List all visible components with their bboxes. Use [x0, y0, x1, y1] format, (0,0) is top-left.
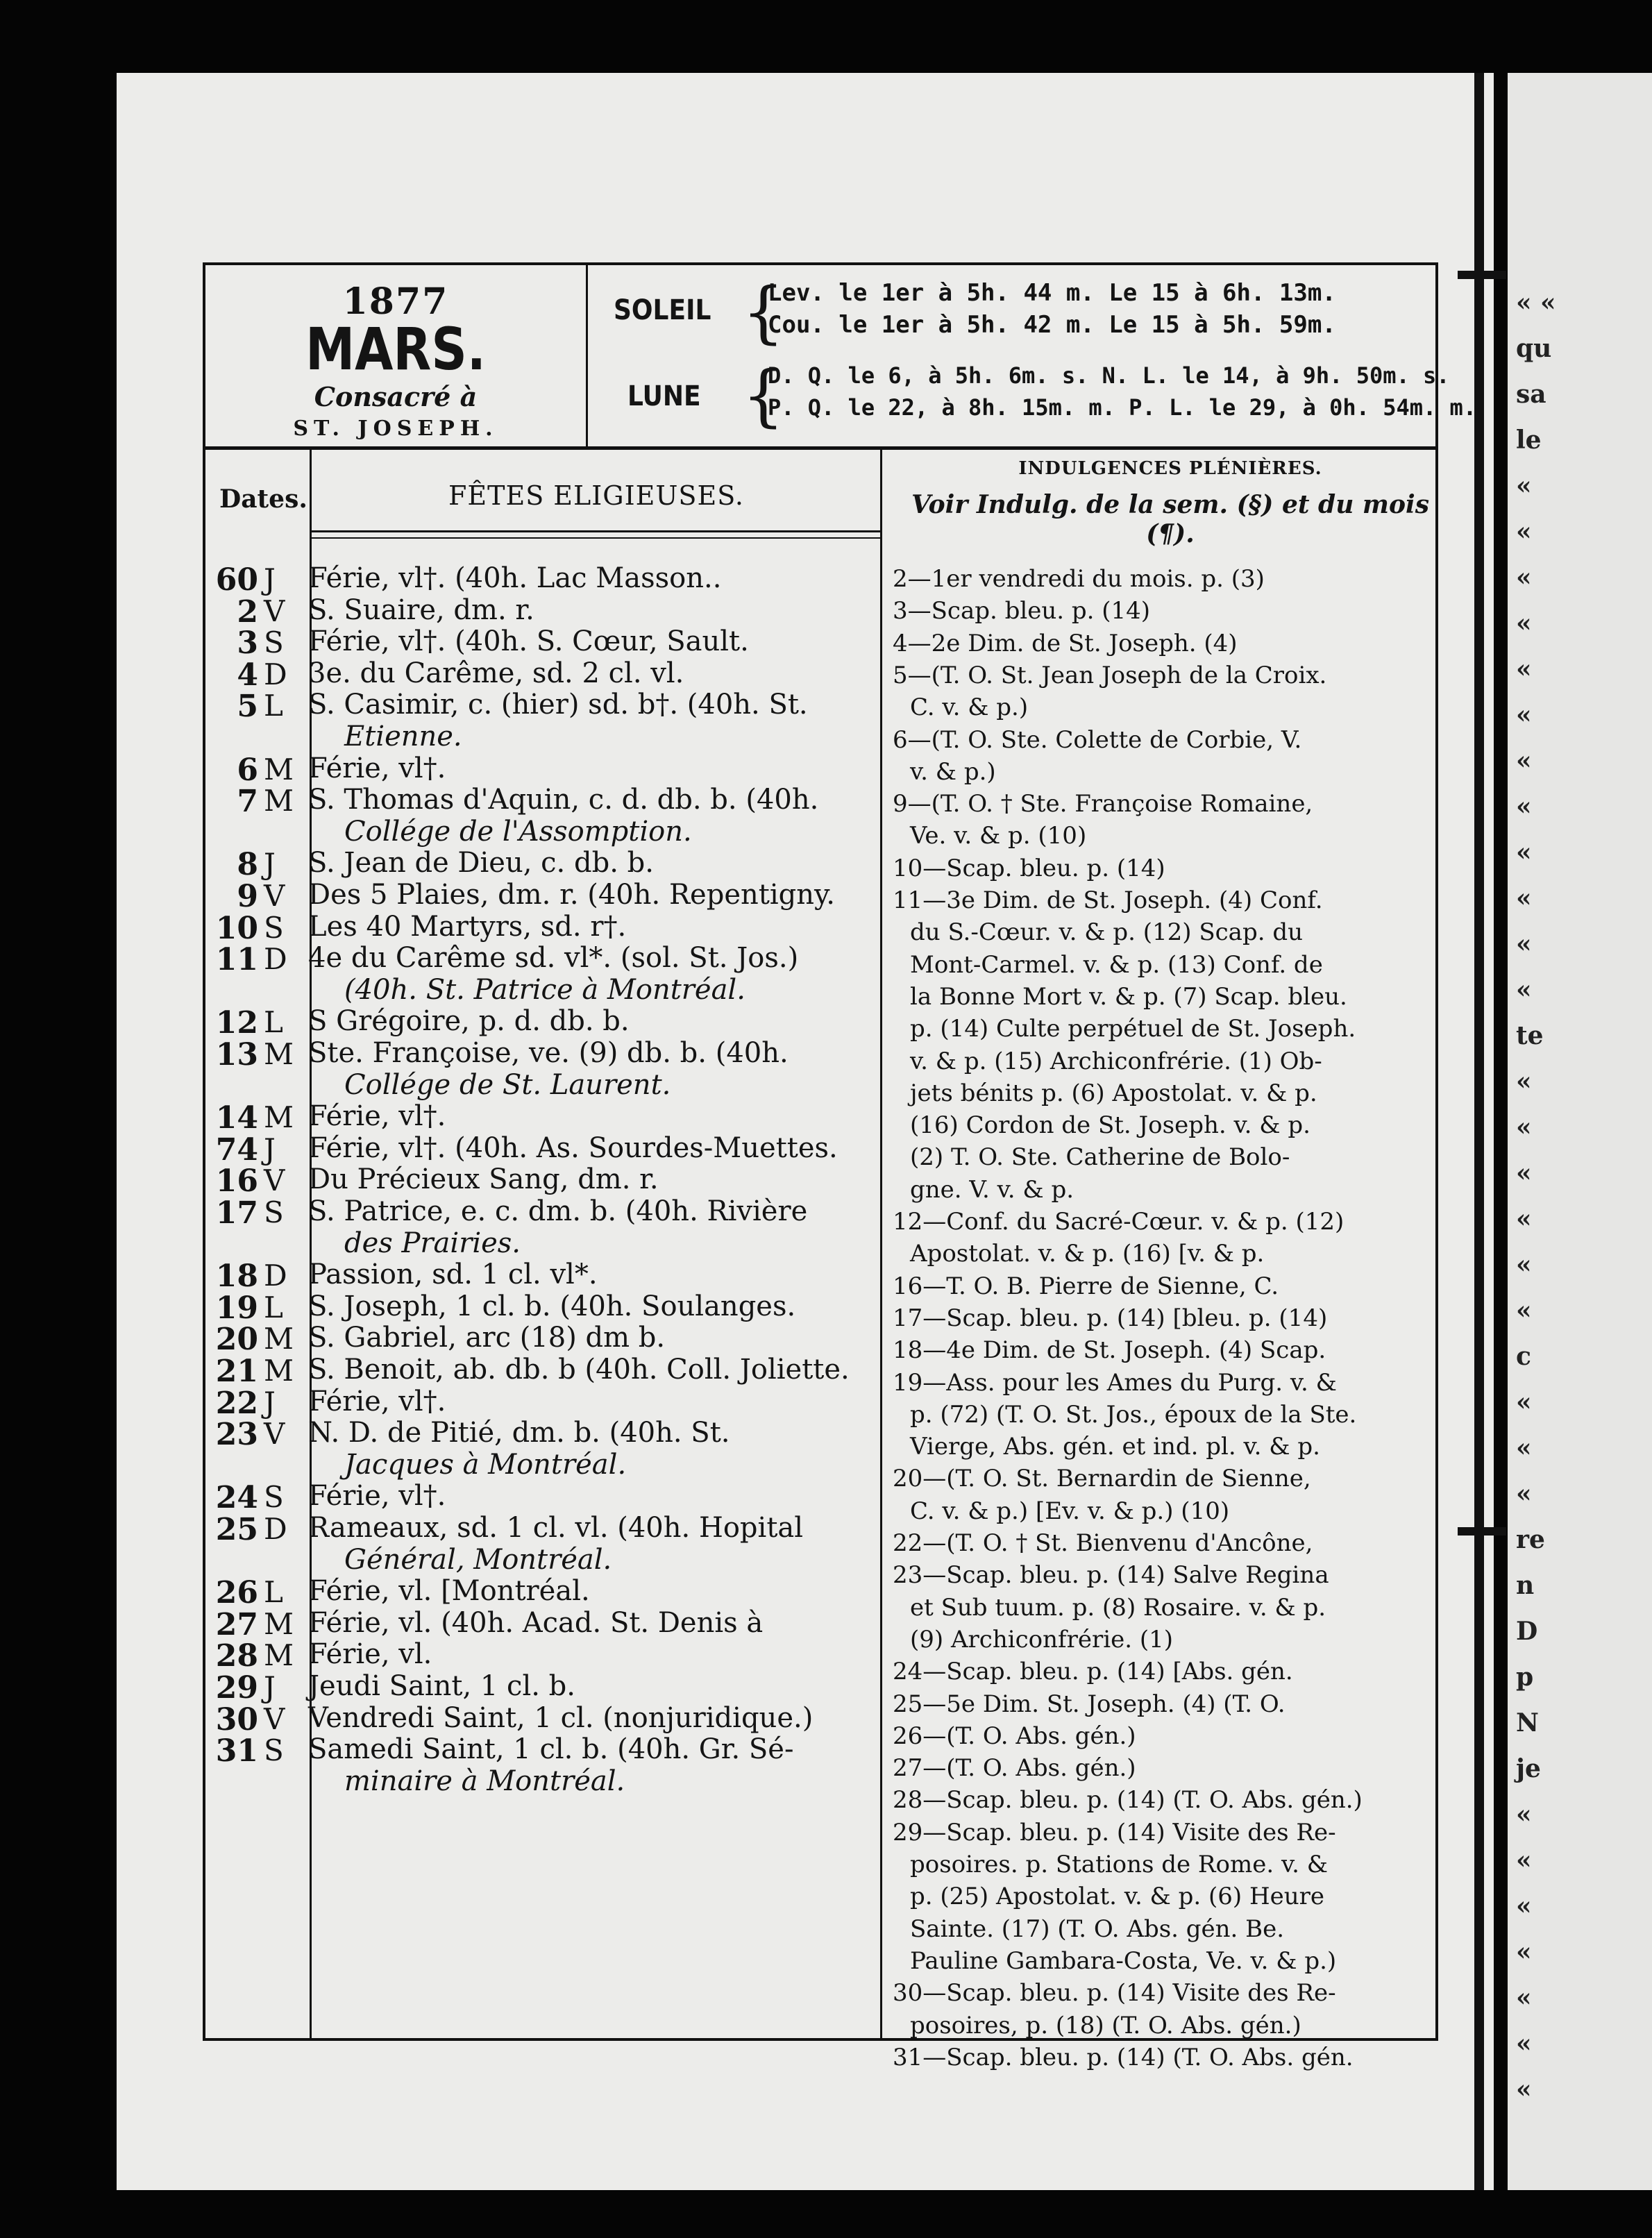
day-letter: J — [264, 1131, 276, 1166]
day-number: 4 — [237, 657, 258, 693]
indulgence-line: v. & p. (15) Archiconfrérie. (1) Ob- — [910, 1047, 1322, 1075]
soleil-brace: { — [742, 274, 785, 351]
day-number: 13 — [215, 1037, 258, 1072]
adjacent-page-fragment: « — [1516, 884, 1532, 913]
indulgence-line: Apostolat. v. & p. (16) [v. & p. — [910, 1240, 1265, 1268]
calendar-frame — [203, 262, 1477, 2071]
rule-fetes — [880, 450, 882, 2038]
adjacent-page-fragment: « — [1516, 1250, 1532, 1279]
astro-block — [586, 265, 1477, 446]
day-letter: S — [264, 1195, 284, 1229]
feast-entry-line: N. D. de Pitié, dm. b. (40h. St. — [308, 1417, 730, 1449]
day-letter: S — [264, 1480, 284, 1515]
adjacent-page-fragment: « — [1516, 700, 1532, 730]
indulgence-line: (16) Cordon de St. Joseph. v. & p. — [910, 1111, 1310, 1140]
month-title-block — [205, 265, 588, 446]
adjacent-page-fragment: « — [1516, 1433, 1532, 1463]
lune-line-2: P. Q. le 22, à 8h. 15m. m. P. L. le 29, à 0h. 54m. m. — [768, 394, 1477, 421]
day-number: 12 — [215, 1005, 258, 1041]
day-letter: J — [264, 1670, 276, 1704]
indulgence-line: 16—T. O. B. Pierre de Sienne, C. — [893, 1272, 1279, 1300]
feast-entry-line: Férie, vl. — [308, 1638, 432, 1671]
adjacent-page-fragment: « — [1516, 838, 1532, 867]
day-letter: V — [264, 1701, 285, 1736]
adjacent-page-fragment: qu — [1516, 334, 1552, 363]
day-number: 22 — [215, 1385, 258, 1421]
header-voir: Voir Indulg. de la sem. (§) et du mois (¶). — [911, 490, 1429, 548]
indulgence-line: Ve. v. & p. (10) — [910, 822, 1087, 850]
adjacent-page-fragment: « — [1516, 1113, 1532, 1142]
indulgence-line: 11—3e Dim. de St. Joseph. (4) Conf. — [893, 886, 1323, 914]
feast-entry-line: Collége de l'Assomption. — [344, 815, 692, 848]
adjacent-page-edge — [1508, 73, 1652, 2190]
day-letter: M — [264, 1100, 294, 1135]
adjacent-page-fragment: « — [1516, 1892, 1532, 1921]
header-indulgences: INDULGENCES PLÉNIÈRES. — [1018, 458, 1322, 479]
fetes-head-rule-2 — [310, 537, 880, 539]
indulgence-line: 4—2e Dim. de St. Joseph. (4) — [893, 629, 1238, 657]
feast-entry-line: S Grégoire, p. d. db. b. — [308, 1005, 630, 1038]
indulgence-line: 3—Scap. bleu. p. (14) — [893, 597, 1151, 625]
day-letter: D — [264, 1512, 287, 1546]
patron-saint: ST. JOSEPH. — [293, 417, 498, 441]
indulgence-line: jets bénits p. (6) Apostolat. v. & p. — [910, 1079, 1317, 1107]
soleil-line-2: Cou. le 1er à 5h. 42 m. Le 15 à 5h. 59m. — [768, 311, 1336, 339]
gutter-mark-bottom — [1458, 1527, 1506, 1536]
feast-entry-line: Jeudi Saint, 1 cl. b. — [308, 1670, 575, 1702]
feast-entry-line: Férie, vl. (40h. Acad. St. Denis à — [308, 1606, 764, 1639]
indulgence-line: 29—Scap. bleu. p. (14) Visite des Re- — [893, 1818, 1336, 1846]
day-letter: M — [264, 1638, 294, 1673]
indulgence-line: 9—(T. O. † Ste. Françoise Romaine, — [893, 790, 1313, 818]
adjacent-page-fragment: « — [1516, 1800, 1532, 1829]
day-letter: L — [264, 689, 283, 723]
day-letter: J — [264, 562, 276, 596]
adjacent-page-fragment: « — [1516, 2075, 1532, 2104]
year: 1877 — [342, 280, 449, 323]
day-number: 28 — [215, 1638, 258, 1674]
soleil-line-1: Lev. le 1er à 5h. 44 m. Le 15 à 6h. 13m. — [768, 279, 1336, 307]
adjacent-page-fragment: N — [1516, 1708, 1539, 1738]
adjacent-page-fragment: c — [1516, 1342, 1531, 1371]
indulgence-line: 19—Ass. pour les Ames du Purg. v. & — [893, 1368, 1337, 1397]
day-number: 5 — [237, 689, 258, 725]
header-dates: Dates. — [219, 485, 307, 514]
day-letter: M — [264, 784, 294, 818]
feast-entry-line: Férie, vl†. — [308, 1480, 446, 1513]
feast-entry-line: Férie, vl†. — [308, 1385, 446, 1417]
day-number: 11 — [215, 942, 258, 978]
feast-entry-line: Collége de St. Laurent. — [344, 1068, 671, 1101]
day-number: 7 — [237, 784, 258, 820]
adjacent-page-fragment: « — [1516, 2029, 1532, 2058]
day-number: 2 — [237, 594, 258, 630]
lune-brace: { — [742, 357, 785, 435]
day-number: 17 — [215, 1195, 258, 1231]
feast-entry-line: Férie, vl. [Montréal. — [308, 1575, 590, 1608]
adjacent-page-fragment: « — [1516, 1846, 1532, 1875]
fetes-head-rule — [310, 530, 880, 532]
feast-entry-line: S. Casimir, c. (hier) sd. b†. (40h. St. — [308, 689, 808, 721]
lune-line-1: D. Q. le 6, à 5h. 6m. s. N. L. le 14, à 9h. 50m. s. — [768, 362, 1450, 389]
feast-entry-line: (40h. St. Patrice à Montréal. — [344, 973, 745, 1006]
indulgence-line: 31—Scap. bleu. p. (14) (T. O. Abs. gén. — [893, 2043, 1354, 2071]
day-letter: L — [264, 1290, 283, 1324]
day-letter: S — [264, 625, 284, 660]
feast-entry-line: Férie, vl†. (40h. S. Cœur, Sault. — [308, 625, 749, 658]
indulgence-line: 25—5e Dim. St. Joseph. (4) (T. O. — [893, 1690, 1286, 1718]
indulgence-line: 5—(T. O. St. Jean Joseph de la Croix. — [893, 661, 1327, 689]
adjacent-page-fragment: « — [1516, 1937, 1532, 1967]
page-gutter-line — [1474, 73, 1484, 2190]
day-number: 23 — [215, 1417, 258, 1453]
day-number: 26 — [215, 1575, 258, 1611]
indulgence-line: 6—(T. O. Ste. Colette de Corbie, V. — [893, 725, 1302, 754]
day-number: 3 — [237, 625, 258, 662]
day-number: 20 — [215, 1322, 258, 1358]
indulgence-line: posoires, p. (18) (T. O. Abs. gén.) — [910, 2011, 1301, 2039]
feast-entry-line: Férie, vl†. — [308, 752, 446, 784]
indulgence-line: p. (72) (T. O. St. Jos., époux de la Ste. — [910, 1400, 1357, 1429]
feast-entry-line: minaire à Montréal. — [344, 1765, 625, 1797]
soleil-label: SOLEIL — [614, 294, 711, 326]
day-number: 30 — [215, 1701, 258, 1738]
lune-label: LUNE — [627, 380, 701, 412]
header-fetes: FÊTES ELIGIEUSES. — [448, 480, 744, 511]
day-letter: M — [264, 752, 294, 786]
feast-entry-line: S. Benoit, ab. db. b (40h. Coll. Joliette. — [308, 1354, 850, 1386]
feast-entry-line: Samedi Saint, 1 cl. b. (40h. Gr. Sé- — [308, 1733, 794, 1766]
day-letter: M — [264, 1354, 294, 1388]
feast-entry-line: S. Joseph, 1 cl. b. (40h. Soulanges. — [308, 1290, 796, 1322]
adjacent-page-fragment: « — [1516, 471, 1532, 500]
indulgence-line: 28—Scap. bleu. p. (14) (T. O. Abs. gén.) — [893, 1786, 1363, 1815]
day-number: 24 — [215, 1480, 258, 1516]
feast-entry-line: 3e. du Carême, sd. 2 cl. vl. — [308, 657, 684, 689]
gutter-mark-top — [1458, 271, 1506, 279]
day-letter: V — [264, 1417, 285, 1452]
day-letter: J — [264, 847, 276, 882]
indulgence-line: et Sub tuum. p. (8) Rosaire. v. & p. — [910, 1593, 1326, 1622]
feast-entry-line: S. Gabriel, arc (18) dm b. — [308, 1322, 666, 1354]
adjacent-page-fragment: « — [1516, 792, 1532, 821]
adjacent-page-fragment: « — [1516, 1296, 1532, 1325]
adjacent-page-fragment: « — [1516, 609, 1532, 638]
indulgence-line: Pauline Gambara-Costa, Ve. v. & p.) — [910, 1946, 1337, 1975]
day-number: 29 — [215, 1670, 258, 1706]
indulgence-line: p. (25) Apostolat. v. & p. (6) Heure — [910, 1883, 1325, 1911]
day-number: 6 — [237, 752, 258, 788]
feast-entry-line: S. Jean de Dieu, c. db. b. — [308, 847, 654, 880]
day-letter: D — [264, 657, 287, 691]
adjacent-page-fragment: re — [1516, 1525, 1545, 1554]
calendar-header — [205, 265, 1477, 450]
feast-entry-line: Vendredi Saint, 1 cl. (nonjuridique.) — [308, 1701, 814, 1734]
adjacent-page-fragment: « — [1516, 1388, 1532, 1417]
day-letter: M — [264, 1606, 294, 1641]
adjacent-page-fragment: « — [1516, 929, 1532, 959]
day-letter: J — [264, 1385, 276, 1420]
indulgence-line: 10—Scap. bleu. p. (14) — [893, 854, 1165, 882]
feast-entry-line: 4e du Carême sd. vl*. (sol. St. Jos.) — [308, 942, 799, 975]
indulgence-line: 26—(T. O. Abs. gén.) — [893, 1722, 1136, 1750]
day-letter: D — [264, 1259, 287, 1293]
indulgence-line: 24—Scap. bleu. p. (14) [Abs. gén. — [893, 1658, 1293, 1686]
adjacent-page-fragment: p — [1516, 1663, 1534, 1692]
indulgence-line: 30—Scap. bleu. p. (14) Visite des Re- — [893, 1979, 1336, 2008]
feast-entry-line: Férie, vl†. — [308, 1100, 446, 1133]
day-letter: S — [264, 1733, 284, 1768]
day-number: 27 — [215, 1606, 258, 1642]
day-number: 19 — [215, 1290, 258, 1326]
indulgence-line: 27—(T. O. Abs. gén.) — [893, 1754, 1136, 1783]
feast-entry-line: Rameaux, sd. 1 cl. vl. (40h. Hopital — [308, 1512, 804, 1544]
adjacent-page-fragment: sa — [1516, 380, 1546, 409]
feast-entry-line: S. Thomas d'Aquin, c. d. db. b. (40h. — [308, 784, 819, 816]
adjacent-page-fragment: te — [1516, 1021, 1544, 1050]
feast-entry-line: Etienne. — [344, 721, 462, 752]
indulgence-line: 17—Scap. bleu. p. (14) [bleu. p. (14) — [893, 1304, 1328, 1332]
indulgence-line: Mont-Carmel. v. & p. (13) Conf. de — [910, 950, 1323, 979]
indulgence-line: du S.-Cœur. v. & p. (12) Scap. du — [910, 918, 1303, 947]
day-number: 74 — [215, 1131, 258, 1168]
adjacent-page-fragment: n — [1516, 1571, 1535, 1600]
indulgence-line: C. v. & p.) [Ev. v. & p.) (10) — [910, 1497, 1230, 1525]
indulgence-line: gne. V. v. & p. — [910, 1175, 1074, 1204]
day-letter: S — [264, 910, 284, 945]
day-letter: L — [264, 1575, 283, 1610]
indulgence-line: 23—Scap. bleu. p. (14) Salve Regina — [893, 1561, 1329, 1590]
day-letter: L — [264, 1005, 283, 1040]
adjacent-page-fragment: « — [1516, 1159, 1532, 1188]
feast-entry-line: Les 40 Martyrs, sd. r†. — [308, 910, 627, 943]
indulgence-line: 12—Conf. du Sacré-Cœur. v. & p. (12) — [893, 1208, 1345, 1236]
feast-entry-line: Ste. Françoise, ve. (9) db. b. (40h. — [308, 1037, 789, 1069]
day-letter: M — [264, 1322, 294, 1356]
day-number: 14 — [215, 1100, 258, 1136]
indulgence-line: 18—4e Dim. de St. Joseph. (4) Scap. — [893, 1336, 1326, 1365]
feast-entry-line: des Prairies. — [344, 1227, 521, 1259]
day-letter: V — [264, 594, 285, 628]
adjacent-page-fragment: « — [1516, 517, 1532, 546]
adjacent-page-fragment: le — [1516, 426, 1542, 455]
feast-entry-line: Passion, sd. 1 cl. vl*. — [308, 1259, 598, 1291]
indulgence-line: Vierge, Abs. gén. et ind. pl. v. & p. — [910, 1433, 1320, 1461]
day-number: 10 — [215, 910, 258, 946]
feast-entry-line: S. Patrice, e. c. dm. b. (40h. Rivière — [308, 1195, 808, 1227]
adjacent-page-fragment: « « — [1516, 288, 1556, 317]
adjacent-page-fragment: « — [1516, 975, 1532, 1004]
indulgence-line: 20—(T. O. St. Bernardin de Sienne, — [893, 1465, 1311, 1493]
adjacent-page-fragment: « — [1516, 655, 1532, 684]
indulgence-line: la Bonne Mort v. & p. (7) Scap. bleu. — [910, 982, 1347, 1011]
adjacent-page-fragment: je — [1516, 1754, 1541, 1783]
indulgence-line: 22—(T. O. † St. Bienvenu d'Ancône, — [893, 1529, 1313, 1557]
feast-entry-line: Des 5 Plaies, dm. r. (40h. Repentigny. — [308, 879, 836, 911]
day-number: 16 — [215, 1163, 258, 1200]
adjacent-page-fragment: « — [1516, 563, 1532, 592]
indulgence-line: (9) Archiconfrérie. (1) — [910, 1625, 1173, 1654]
day-number: 8 — [237, 847, 258, 883]
indulgence-line: posoires. p. Stations de Rome. v. & — [910, 1851, 1329, 1878]
feast-entry-line: Férie, vl†. (40h. As. Sourdes-Muettes. — [308, 1131, 838, 1164]
adjacent-page-fragment: « — [1516, 1983, 1532, 2012]
indulgence-line: p. (14) Culte perpétuel de St. Joseph. — [910, 1015, 1356, 1043]
day-number: 18 — [215, 1259, 258, 1295]
consecration-label: Consacré à — [314, 381, 478, 412]
day-number: 25 — [215, 1512, 258, 1547]
day-letter: V — [264, 879, 285, 913]
feast-entry-line: Du Précieux Sang, dm. r. — [308, 1163, 659, 1196]
indulgence-line: C. v. & p.) — [910, 693, 1029, 722]
feast-entry-line: Général, Montréal. — [344, 1543, 612, 1576]
month-name: MARS. — [305, 315, 486, 383]
feast-entry-line: Férie, vl†. (40h. Lac Masson.. — [308, 562, 722, 594]
indulgence-line: (2) T. O. Ste. Catherine de Bolo- — [910, 1143, 1290, 1172]
indulgence-line: Sainte. (17) (T. O. Abs. gén. Be. — [910, 1915, 1285, 1943]
feast-entry-line: S. Suaire, dm. r. — [308, 594, 534, 626]
day-number: 9 — [237, 879, 258, 914]
adjacent-page-fragment: « — [1516, 1067, 1532, 1096]
feast-entry-line: Jacques à Montréal. — [344, 1448, 627, 1481]
adjacent-page-fragment: « — [1516, 1479, 1532, 1508]
day-letter: V — [264, 1163, 285, 1198]
day-number: 21 — [215, 1354, 258, 1389]
day-letter: M — [264, 1037, 294, 1071]
day-number: 60 — [215, 562, 258, 598]
day-number: 31 — [215, 1733, 258, 1769]
adjacent-page-fragment: D — [1516, 1617, 1538, 1646]
day-letter: D — [264, 942, 287, 977]
indulgence-line: v. & p.) — [910, 757, 996, 786]
adjacent-page-fragment: « — [1516, 746, 1532, 775]
adjacent-page-fragment: « — [1516, 1204, 1532, 1234]
column-headers — [205, 450, 1435, 548]
indulgence-line: 2—1er vendredi du mois. p. (3) — [893, 565, 1265, 593]
